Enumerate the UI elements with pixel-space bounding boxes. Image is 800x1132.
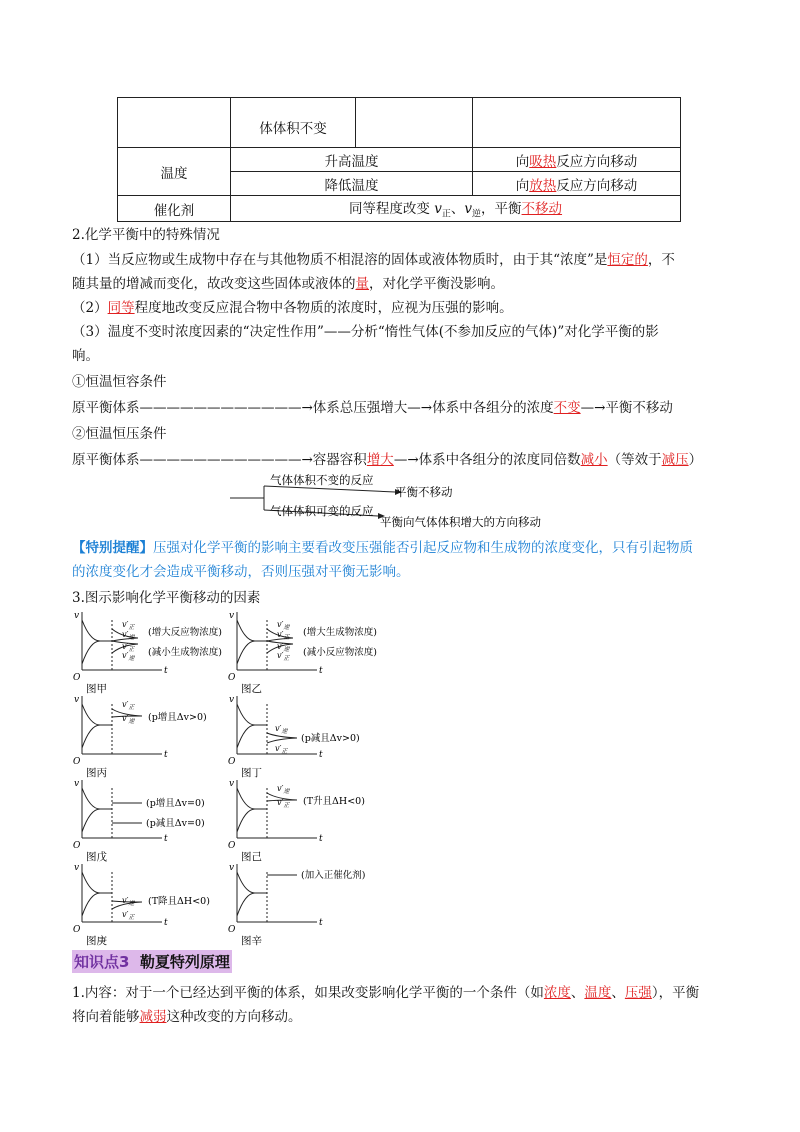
rate-label: $v'_逆$ <box>122 714 135 725</box>
axis-label: O <box>228 841 236 851</box>
kp-name: 勒夏特列原理 <box>139 953 230 971</box>
t: 同等程度改变 <box>348 201 430 218</box>
temp-down: 降低温度 <box>231 172 473 196</box>
answer: 不变 <box>553 400 581 416</box>
axis-label: O <box>228 757 236 767</box>
graphs-right <box>225 608 425 948</box>
curve <box>237 641 255 664</box>
graph-note: (增大生成物浓度) <box>303 627 377 638</box>
graph-note: (p减且Δv=0) <box>146 818 205 829</box>
cat-effect <box>231 196 681 222</box>
graph-caption: 图己 <box>241 851 262 863</box>
curve <box>237 809 255 832</box>
graph-note: (T降且ΔH<0) <box>148 896 210 907</box>
table-row <box>118 148 681 172</box>
temp-down-effect <box>473 172 681 196</box>
answer: 减弱 <box>139 1009 167 1025</box>
axis-label: O <box>73 841 81 851</box>
table-row <box>118 98 681 148</box>
rate-label: $v'_正$ <box>277 798 290 809</box>
axis-label: O <box>228 673 236 683</box>
t: —→平衡不移动 <box>580 400 673 416</box>
axis-label: v <box>74 695 80 705</box>
axis-label: t <box>164 918 168 928</box>
axis-label: v <box>229 611 235 621</box>
condition-flow <box>72 398 673 418</box>
t: v <box>434 201 442 218</box>
answer: 放热 <box>529 177 557 194</box>
t: ），平衡 <box>651 985 700 1001</box>
t: 将向着能够 <box>72 1009 140 1025</box>
table-cell <box>118 98 231 148</box>
t: 反应方向移动 <box>556 153 638 170</box>
graph-note: (p增且Δv=0) <box>146 798 205 809</box>
t: ，对化学平衡没影响。 <box>369 276 504 292</box>
tip <box>72 538 693 558</box>
graph-caption: 图丁 <box>241 767 262 779</box>
table-cell <box>356 98 473 148</box>
graph-note: (p减且Δv>0) <box>301 733 360 744</box>
section-title: 3.图示影响化学平衡移动的因素 <box>72 590 261 606</box>
t: ） <box>688 452 703 468</box>
t: 逆 <box>472 209 482 220</box>
curve <box>82 872 100 893</box>
table-row <box>118 196 681 222</box>
curve <box>267 738 297 743</box>
paragraph <box>72 1007 302 1027</box>
t: 、 <box>450 201 465 218</box>
rate-label: $v'_正$ <box>122 620 135 631</box>
rate-label: $v'_正$ <box>277 651 290 662</box>
answer: 吸热 <box>529 153 557 170</box>
knowledge-point-title <box>72 950 232 973</box>
graph-caption: 图乙 <box>241 683 262 695</box>
answer: 减压 <box>661 452 689 468</box>
tip: 的浓度变化才会造成平衡移动，否则压强对平衡无影响。 <box>72 564 410 580</box>
axis-label: t <box>164 750 168 760</box>
rate-label: $v'_逆$ <box>122 896 135 907</box>
curve <box>82 788 100 809</box>
answer: 不移动 <box>521 201 563 218</box>
axis-label: v <box>74 611 80 621</box>
answer: 浓度 <box>543 985 571 1001</box>
curve <box>82 704 100 725</box>
paragraph: 响。 <box>72 348 99 364</box>
rate-label: $v'_逆$ <box>277 620 290 631</box>
rate-label: $v'_正$ <box>122 910 135 921</box>
axis-label: t <box>319 918 323 928</box>
t: ，不 <box>647 252 675 268</box>
t: v <box>464 201 473 218</box>
curve <box>237 704 255 725</box>
t: （1）当反应物或生成物中存在与其他物质不相混溶的固体或液体物质时，由于其“浓度”是 <box>72 252 608 268</box>
curve <box>82 893 100 916</box>
branch-result: 平衡向气体体积增大的方向移动 <box>380 515 541 529</box>
axis-label: t <box>164 834 168 844</box>
branch-label: 气体体积不变的反应 <box>270 473 374 487</box>
axis-label: O <box>73 673 81 683</box>
rate-label: $v'_逆$ <box>122 651 135 662</box>
answer: 增大 <box>366 452 394 468</box>
answer: 量 <box>355 276 369 292</box>
paragraph <box>72 250 675 270</box>
t: 1.内容：对于一个已经达到平衡的体系，如果改变影响化学平衡的一个条件（如 <box>72 985 544 1001</box>
curve <box>237 725 255 748</box>
answer: 压强 <box>624 985 652 1001</box>
t: （等效于 <box>607 452 662 468</box>
graph-caption: 图甲 <box>86 683 107 695</box>
kp-number: 知识点3 <box>74 953 130 971</box>
t: —→体系中各组分的浓度同倍数 <box>393 452 581 468</box>
t: 这种改变的方向移动。 <box>166 1009 302 1025</box>
t: 原平衡体系————————————→容器容积 <box>72 452 367 468</box>
rate-label: $v'_正$ <box>277 630 290 641</box>
graph-note: (加入正催化剂) <box>301 870 366 881</box>
graph-note: (T升且ΔH<0) <box>303 796 365 807</box>
t: ，平衡 <box>481 201 522 218</box>
factor-table <box>117 97 681 222</box>
graph-caption: 图丙 <box>86 767 107 779</box>
graph-caption: 图庚 <box>86 935 107 947</box>
t: 、 <box>611 985 625 1001</box>
rate-label: $v'_逆$ <box>277 642 290 653</box>
axis-label: v <box>229 779 235 789</box>
curve <box>237 620 255 641</box>
cell-text: 体体积不变 <box>259 121 327 137</box>
curve <box>82 641 100 664</box>
axis-label: t <box>319 666 323 676</box>
t: 、 <box>570 985 585 1001</box>
graph-note: (p增且Δv>0) <box>148 712 207 723</box>
axis-label: O <box>73 925 81 935</box>
condition-title: ②恒温恒压条件 <box>72 426 167 442</box>
t: 反应方向移动 <box>556 177 638 194</box>
graph-note: (增大反应物浓度) <box>148 627 222 638</box>
answer: 恒定的 <box>607 252 648 268</box>
table-cell <box>231 98 356 148</box>
graph-caption: 图辛 <box>241 935 262 947</box>
section-title: 2.化学平衡中的特殊情况 <box>72 227 220 243</box>
axis-label: v <box>74 863 80 873</box>
axis-label: O <box>73 757 81 767</box>
rate-label: $v'_正$ <box>122 700 135 711</box>
curve <box>237 872 255 893</box>
t: 正 <box>441 209 451 220</box>
temp-up-effect <box>473 148 681 172</box>
condition-flow <box>72 450 702 470</box>
axis-label: t <box>319 834 323 844</box>
graph-note: (减小生成物浓度) <box>148 647 222 658</box>
rate-label: $v'_逆$ <box>277 784 290 795</box>
rate-label: $v'_正$ <box>275 744 288 755</box>
axis-label: v <box>74 779 80 789</box>
table-cell <box>473 98 681 148</box>
graph-caption: 图戊 <box>86 851 107 863</box>
rate-label: $v'_正$ <box>122 642 135 653</box>
branch-result: 平衡不移动 <box>395 485 453 499</box>
t: 原平衡体系————————————→体系总压强增大—→体系中各组分的浓度 <box>72 400 554 416</box>
temp-up: 升高温度 <box>231 148 473 172</box>
axis-label: v <box>229 695 235 705</box>
graph-note: (减小反应物浓度) <box>303 647 377 658</box>
curve <box>237 788 255 809</box>
axis-label: O <box>228 925 236 935</box>
branch-diagram <box>230 472 610 532</box>
paragraph <box>72 298 513 318</box>
axis-label: t <box>319 750 323 760</box>
t: 压强对化学平衡的影响主要看改变压强能否引起反应物和生成物的浓度变化，只有引起物质 <box>153 540 693 556</box>
t: 向 <box>515 177 530 194</box>
tip-label: 【特别提醒】 <box>72 540 153 556</box>
axis-label: v <box>229 863 235 873</box>
answer: 减小 <box>580 452 608 468</box>
curve <box>82 725 100 748</box>
t: 程度地改变反应混合物中各物质的浓度时，应视为压强的影响。 <box>134 300 513 316</box>
cat-label: 催化剂 <box>118 196 231 222</box>
curve <box>82 620 100 641</box>
answer: 同等 <box>107 300 135 316</box>
paragraph <box>72 274 504 294</box>
condition-title: ①恒温恒容条件 <box>72 374 167 390</box>
paragraph: （3）温度不变时浓度因素的“决定性作用”——分析“惰性气体(不参加反应的气体)”对化学平衡的影 <box>72 324 659 340</box>
t: （2） <box>72 300 108 316</box>
branch-label: 气体体积可变的反应 <box>270 504 374 518</box>
rate-label: $v'_逆$ <box>275 724 288 735</box>
curve <box>237 893 255 916</box>
axis-label: t <box>164 666 168 676</box>
rate-label: $v'_逆$ <box>122 630 135 641</box>
curve <box>82 809 100 832</box>
t: 随其量的增减而变化，故改变这些固体或液体的 <box>72 276 356 292</box>
paragraph <box>72 983 699 1003</box>
t: 向 <box>515 153 530 170</box>
temp-label: 温度 <box>118 148 231 196</box>
answer: 温度 <box>584 985 612 1001</box>
